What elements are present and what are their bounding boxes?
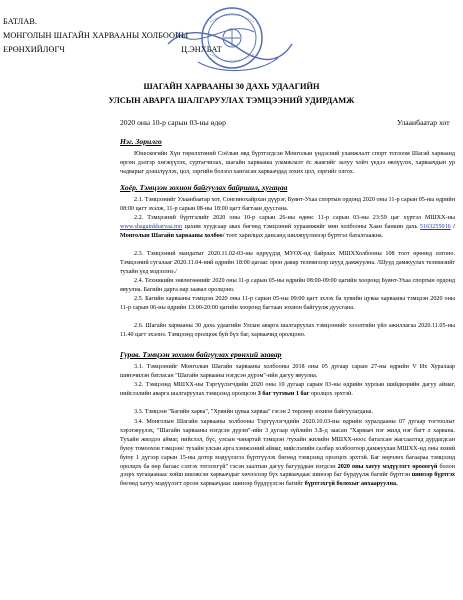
paragraph-2-6: 2.6. Шагайн харвааны 30 дахь удаагийн Улсын аварга шалгаруулах тэмцээнийг хэзэлтийн үйл ажиллагаа 2020.11.05-ны 11.40 цагт эхэлнэ. Тэмцээнд оролцож буй бүх баг, харваачид оролцоно. <box>120 323 455 338</box>
paragraph-3-4: 3.4. Монголын Шагайн харвааны холбооны Тэргүүлэгчдийн 2020.10.03-ны өдрийн хуралдааны 07 дугаар тогтоолыг хэрэгжүүлэх, "Шагайн харвааны нэгдсэн дүрэм"-ийн 3 дугаар зүйлийн 3.Б-д заасан "Харваач нэг жилд нэг багт л харвана. Тухайн жилдээ аймаг, нийслэл, бүс, улсын чанартай тэмцээн /тухайн жилийн МШХХ-ноос баталсан жагсаалтад дурдагдсан буюу томоохон тэмцээн/ тухайн улсын арга хэмжээний аймаг, нийслэлийн салбар холбоогоор дамжуулан МШХХ-нд оны эхний буюу 1 дүгээр сарын 15-ны дотор мэдүүлэгээ бүртгүүлэх бөгөөд тэмцээнд оролцох эрхтэй. Баг өөрчлөх багаараа тэмцээнд оролцох ба өөр багаас сэлгэх тоглохгүй" гэсэн заалтын дагуу багууддын нэгдсэн 2020 оны хатуу мэдүүлэгт орооогүй болон дээрх хугацаанаас хойш шилжсэн харваачдыг хичээлээр бүх харваачдаас шинээр баг бүрдүүлж багийг бүртгэн шинээр бүртгэх бөгөөд хатуу мэдүүлэгт орсон харваачдаас шинээр бүрдүүлсэн багийг бүртгэхгүй болохыг анхааруулна. <box>120 419 456 488</box>
section-heading-venue-time: Хоёр. Тэмцээн зохион байгуулах байршил, хугацаа <box>120 183 288 192</box>
document-title-line2: УЛСЫН АВАРГА ШАЛГАРУУЛАХ ТЭМЦЭЭНИЙ УДИРДАМЖ <box>108 96 355 105</box>
team-quota: 3 баг тутмын 1 баг <box>257 390 310 397</box>
paragraph-2-3: 2.3. Тэмцээний мандатыг 2020.11.02-03-ны өдрүүдэд МУОХ-нд байрлах МШХХолбооны 108 тоот өрөөнд олгоно. Тэмцээний сугалааг 2020.11.04-ний өдрийн 18:00 цагаас орон даяар телевизээр шууд дамжуулна. /Шууд дамжуулах телевизийг тухайн үед мэдээлнэ./ <box>120 251 455 275</box>
approver-organization: МОНГОЛЫН ШАГАЙН ХАРВААНЫ ХОЛБООНЫ <box>3 31 189 40</box>
paragraph-2-1: 2.1. Тэмцээнийг Улаанбаатар хот, Сонгинохайрхан дүүрэг, Буянт-Ухаа спортын ордонд 2020 оны 11-р сарын 05-ны өдрийн 08:00 цагт эхэлж, 11-р сарын 08-ны 18:00 цагт багтаан дуусгана. <box>120 197 455 212</box>
paragraph-2-2 <box>120 214 455 241</box>
approval-label: БАТЛАВ. <box>3 17 38 26</box>
section-purpose-paragraph: Юнескогийн Хүн төрөлхтөний Соёлын өвд бүртгэгдсэн Монголын үндэсний уламжлалт спорт тоглоом Шагай харваанд өргөн дэлгэр хөгжүүлэх, суртагчилах, шагайн харвааны уламжлалт ёс жаягийг залуу хойч үедээ өвлүүлэх, харваачдын ур чадварыг дээшлүүлэх, цол, зэргийн болзол хангасан харваачдад зохих цол, зэргийг олгох. <box>120 151 455 175</box>
paragraph-3-1: 3.1. Тэмцээнийг Монголын Шагайн харвааны холбооны 2018 оны 05 дугаар сарын 27-ны өдрийн V Их Хуралаар шинэчилэн батласан "Шагайн харвааны нэгдсэн дүрэм"-ийн дагуу явуулна. <box>120 364 455 379</box>
paragraph-3-2: 3.2. Тэмцээнд МШХХ-ны Тэргүүлэгчдийн 2020 оны 10 дугаар сарын 03-ны өдрийн хурлын шийдвэрийн дагуу аймаг, нийслэлийн аварга шалгаруулах тэмцээнд оролцсон 3 баг тутмын 1 баг оролцох эрхтэй. <box>120 382 455 397</box>
registration-warning: бүртгэхгүй болохыг анхааруулна. <box>304 481 398 488</box>
document-title-line1: ШАГАЙН ХАРВААНЫ 30 ДАХЬ УДААГИЙН <box>143 82 320 91</box>
section-heading-purpose: Нэг. Зорилго <box>120 137 162 146</box>
section-heading-general-instructions: Гурав. Тэмцээн зохион байгуулах ерөнхий заавар <box>120 350 282 359</box>
document-city: Улаанбаатар хот <box>397 118 450 127</box>
document-date: 2020 оны 10-р сарын 03-ны өдөр <box>120 118 226 127</box>
paragraph-3-3: 3.3. Тэмцээн "Багийн харва", "Хувийн цуваа харваа" гэсэн 2 төрлөөр зохион байгуулагдана. <box>134 409 373 415</box>
paragraph-2-4: 2.4. Техникийн зөвлөгөөнийг 2020 оны 11-р сарын 05-ны өдрийн 08:00-09:00 цагийн хооронд Буянт-Ухаа спортын ордонд явуулна. Багийн дарга нар заавал оролцоно. <box>120 278 455 293</box>
bank-account-number: 5163255016 <box>420 223 451 230</box>
account-name: /Монголын Шагайн харвааны холбоо/ <box>120 223 455 239</box>
new-registration: шинээр бүртгэх <box>411 472 455 479</box>
seal-stamp-icon <box>158 4 298 80</box>
strict-registration: 2020 оны хатуу мэдүүлэгт орооогүй <box>337 463 438 470</box>
approver-name: Ц.ЭНХБАТ <box>181 45 222 54</box>
approver-position: ЕРӨНХИЙЛӨГЧ <box>3 45 65 54</box>
website-link[interactable]: www.shagainkharvaa.mn <box>120 223 183 230</box>
paragraph-2-5: 2.5. Багийн харвааны тэмцээн 2020 оны 11-р сарын 05-ны 09:00 цагт эхлэх ба хувийн цуваа харвааны тэмцээн 2020 оны 11-р сарын 06-ны өдрийн 13:00-20:00 цагийн хооронд багтаан зохион байгуулж дуусгана. <box>120 296 455 311</box>
paragraph-2-2-text: 2.2. Тэмцээний бүртгэлийг 2020 оны 10-р сарын 26-ны өдөөс 11-р сарын 03-ны 23:59 цаг хүртэл МШХХ-ны www.shagainkharvaa.mn цахим хуудсаар авах бөгөөд тэмцээний хураамжийг мөн холбооны Хаан банкин дахь 5163255016 /Монголын Шагайн харвааны холбоо/ тоот харилцах дансанд шилжүүлэнээр бүртгэл баталгаажна. <box>120 215 455 239</box>
